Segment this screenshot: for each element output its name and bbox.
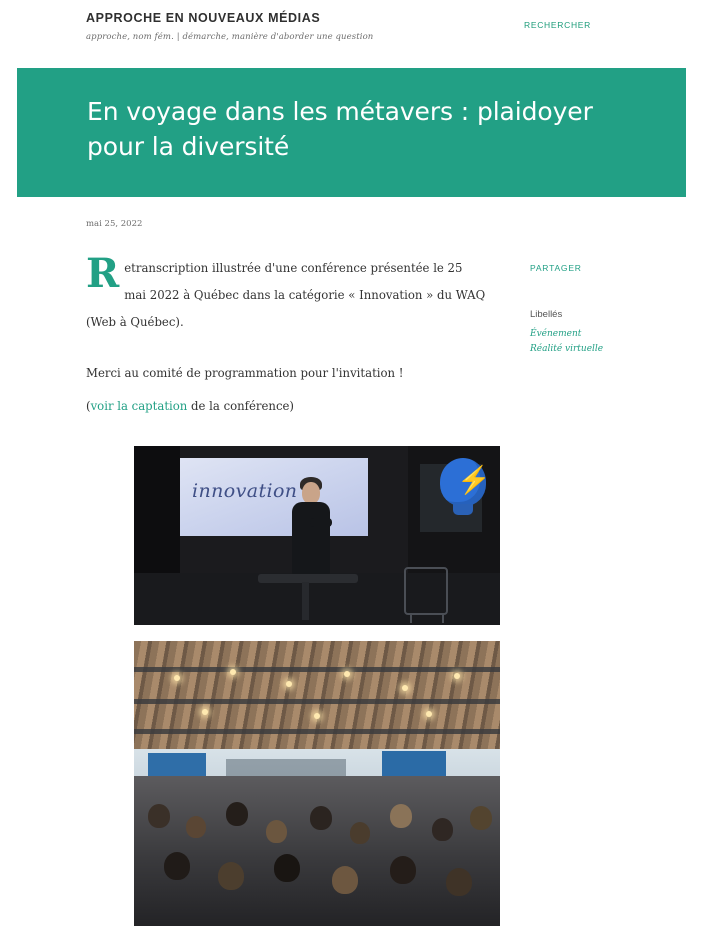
audience-head bbox=[470, 806, 492, 830]
stage-projection-screen bbox=[180, 458, 368, 536]
audience-head bbox=[218, 862, 244, 890]
share-heading: PARTAGER bbox=[530, 263, 582, 273]
audience-head bbox=[390, 856, 416, 884]
audience-head bbox=[186, 816, 206, 838]
podium-stem bbox=[302, 582, 309, 620]
audience-head bbox=[164, 852, 190, 880]
audience-head bbox=[310, 806, 332, 830]
ceiling-beam bbox=[134, 729, 500, 734]
string-light bbox=[402, 685, 408, 691]
hero-banner bbox=[17, 68, 686, 197]
string-light bbox=[202, 709, 208, 715]
site-brand[interactable] bbox=[86, 11, 373, 42]
audience-crowd bbox=[134, 776, 500, 926]
site-header bbox=[0, 0, 703, 68]
audience-head bbox=[432, 818, 453, 841]
string-light bbox=[454, 673, 460, 679]
page-title: En voyage dans les métavers : plaidoyer pour la diversité bbox=[87, 97, 593, 161]
article-caption-line bbox=[86, 393, 486, 420]
labels-heading: Libellés bbox=[530, 309, 563, 320]
speaker-body bbox=[292, 502, 330, 576]
string-light bbox=[344, 671, 350, 677]
ceiling-beam bbox=[134, 699, 500, 704]
content-wrapper bbox=[0, 250, 703, 420]
site-title: APPROCHE EN NOUVEAUX MÉDIAS bbox=[86, 11, 321, 25]
projection-screen-text: innovation bbox=[192, 480, 298, 502]
string-light bbox=[426, 711, 432, 717]
sidebar bbox=[530, 255, 660, 359]
caption-suffix: de la conférence) bbox=[187, 399, 294, 413]
string-light bbox=[174, 675, 180, 681]
string-light bbox=[314, 713, 320, 719]
string-light bbox=[286, 681, 292, 687]
speaker-arm bbox=[310, 518, 332, 527]
string-light bbox=[230, 669, 236, 675]
lightbulb-icon: ⚡ bbox=[440, 458, 486, 506]
stage-chair bbox=[404, 567, 448, 615]
speaker-head bbox=[302, 482, 320, 504]
tag-link-realite-virtuelle[interactable]: Réalité virtuelle bbox=[530, 344, 604, 354]
figure-audience bbox=[134, 641, 500, 926]
post-date: mai 25, 2022 bbox=[86, 219, 143, 229]
audience-ceiling bbox=[134, 641, 500, 753]
article-lede-text: etranscription illustrée d'une conférence présentée le 25 mai 2022 à Québec dans la catégorie « Innovation » du WAQ (Web à Québec). bbox=[86, 261, 486, 329]
site-tagline: approche, nom fém. | démarche, manière d'aborder une question bbox=[86, 32, 374, 42]
audience-head bbox=[148, 804, 170, 828]
article-lede bbox=[86, 250, 486, 336]
nav-search-link[interactable]: RECHERCHER bbox=[524, 20, 591, 30]
caption-prefix: ( bbox=[86, 399, 91, 413]
audience-head bbox=[350, 822, 370, 844]
audience-head bbox=[390, 804, 412, 828]
figure-list bbox=[94, 446, 491, 926]
figure-conference-stage bbox=[134, 446, 500, 625]
audience-head bbox=[446, 868, 472, 896]
ceiling-beam bbox=[134, 667, 500, 672]
audience-head bbox=[274, 854, 300, 882]
audience-head bbox=[226, 802, 248, 826]
tag-link-evenement[interactable]: Événement bbox=[530, 329, 582, 339]
article-body bbox=[86, 250, 486, 420]
audience-head bbox=[266, 820, 287, 843]
article-paragraph-2: Merci au comité de programmation pour l'invitation ! bbox=[86, 366, 404, 380]
header-nav bbox=[524, 15, 591, 33]
drop-cap: R bbox=[86, 250, 120, 297]
captation-link[interactable]: voir la captation bbox=[90, 399, 188, 413]
audience-head bbox=[332, 866, 358, 894]
